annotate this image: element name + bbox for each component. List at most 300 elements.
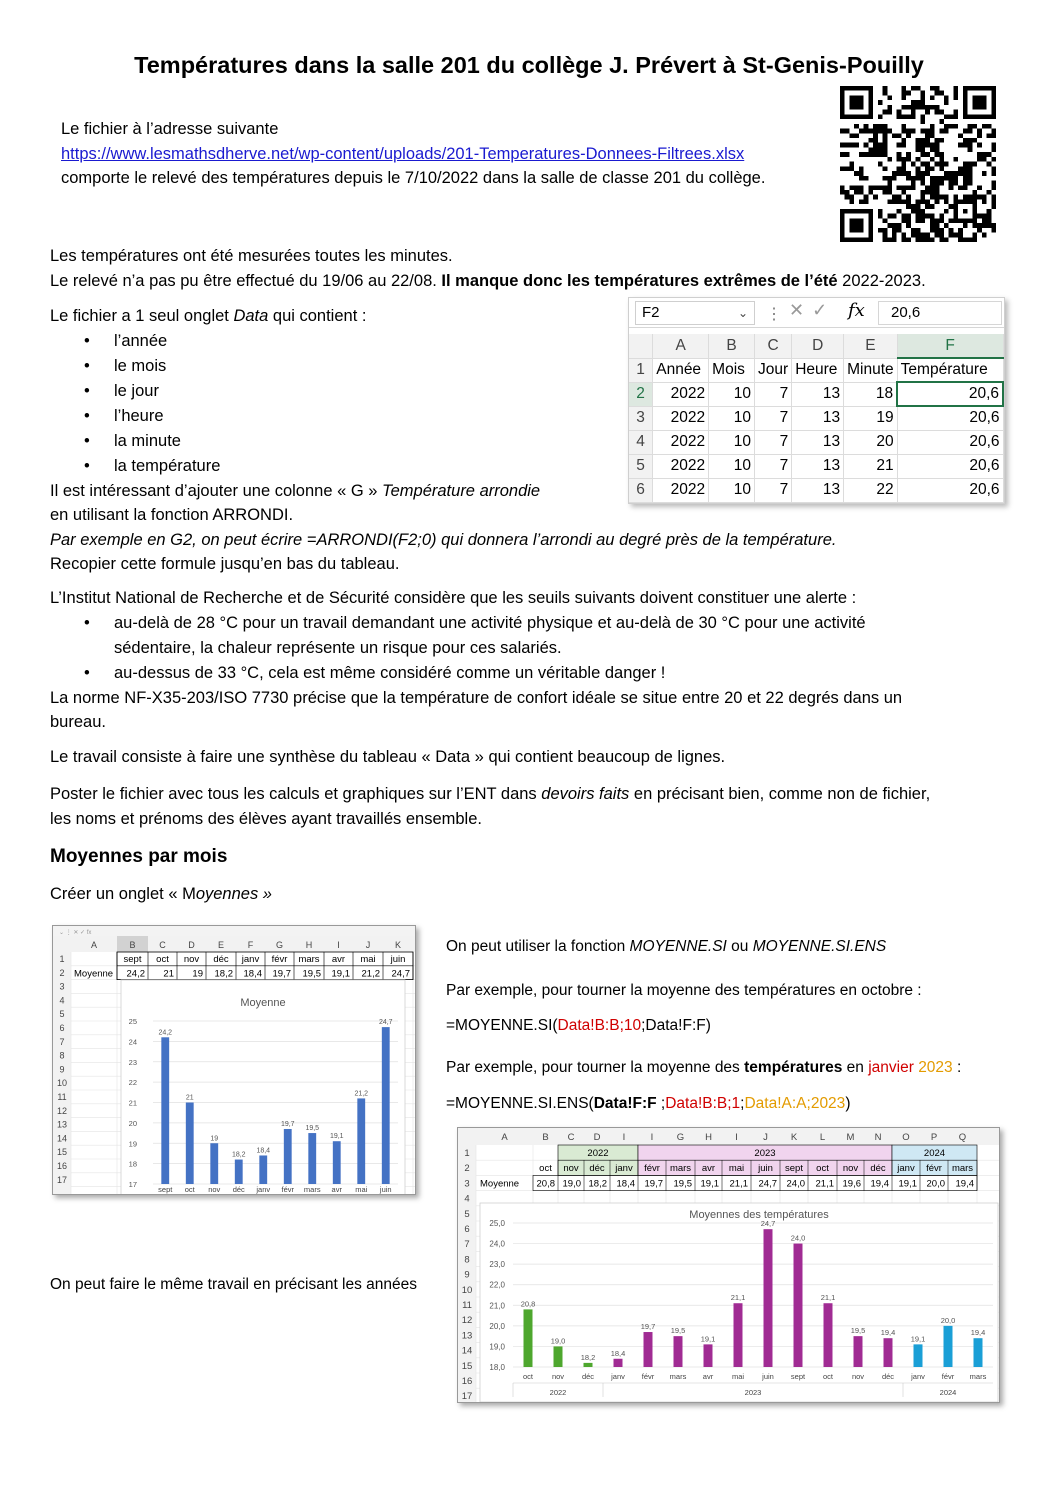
- x-tick-label: avr: [702, 1372, 714, 1381]
- formula-input[interactable]: 20,6: [878, 301, 1002, 325]
- data-cell[interactable]: 13: [792, 382, 844, 406]
- row-header: 11: [57, 1092, 67, 1102]
- bar-value-label: 18,4: [256, 1147, 271, 1155]
- data-cell[interactable]: 10: [709, 478, 755, 502]
- data-cell[interactable]: 2022: [653, 430, 709, 454]
- month-header: avr: [701, 1163, 716, 1175]
- row-header: 8: [464, 1254, 470, 1266]
- y-tick-label: 18,0: [489, 1363, 505, 1372]
- file-link[interactable]: https://www.lesmathsdherve.net/wp-content/uploads/201-Temperatures-Donnees-Filtrees.xlsx: [61, 144, 745, 163]
- data-cell[interactable]: 7: [755, 454, 792, 478]
- chart-bar: [974, 1338, 983, 1367]
- formula-1: [446, 1015, 711, 1037]
- add-column-text: Il est intéressant d’ajouter une colonne « G »: [50, 481, 383, 500]
- x-tick-label: févr: [281, 1185, 295, 1194]
- month-header: mai: [728, 1163, 745, 1175]
- formula-intro-text: On peut utiliser la fonction: [446, 938, 630, 955]
- page-title: Températures dans la salle 201 du collège J. Prévert à St-Genis-Pouilly: [134, 52, 924, 78]
- x-tick-label: oct: [184, 1185, 195, 1194]
- row-header[interactable]: 4: [629, 430, 653, 454]
- chart-bar: [584, 1363, 593, 1367]
- column-header: I: [337, 940, 340, 950]
- column-item: • le jour: [50, 379, 930, 404]
- x-tick-label: mars: [669, 1372, 687, 1381]
- row-header: 7: [59, 1036, 65, 1047]
- row-header: 15: [461, 1360, 473, 1372]
- data-cell[interactable]: 20,6: [897, 382, 1003, 406]
- data-cell[interactable]: 2022: [653, 406, 709, 430]
- bar-value-label: 24,7: [378, 1019, 393, 1027]
- row-header: 5: [464, 1208, 470, 1220]
- formula-2-crit1: Data!B:B;1: [665, 1095, 741, 1112]
- data-cell[interactable]: 7: [755, 478, 792, 502]
- row-header: 16: [56, 1161, 68, 1171]
- chart-bar: [614, 1359, 623, 1367]
- header-cell[interactable]: Mois: [709, 358, 755, 382]
- group-label: 2024: [939, 1388, 957, 1397]
- row-header: 1: [59, 954, 65, 964]
- row-header: 12: [56, 1105, 68, 1116]
- bar-value-label: 19,4: [880, 1328, 896, 1338]
- onglet-name: Data: [233, 307, 269, 325]
- row-header: 11: [462, 1300, 472, 1311]
- data-cell[interactable]: 22: [844, 478, 898, 502]
- x-tick-label: oct: [822, 1372, 834, 1381]
- formula-1-start: =MOYENNE.SI(: [446, 1017, 558, 1034]
- formula-or: ou: [726, 938, 753, 955]
- column-header: B: [542, 1132, 549, 1143]
- bar-value-label: 19,5: [305, 1125, 320, 1133]
- formula-2-sep2: ;: [740, 1095, 745, 1112]
- data-cell[interactable]: 10: [709, 430, 755, 454]
- column-header: G: [275, 940, 284, 950]
- y-tick-label: 18: [128, 1159, 137, 1169]
- travail-line: Le travail consiste à faire une synthèse du tableau « Data » qui contient beaucoup de lignes.: [50, 748, 726, 766]
- inrs-intro: L’Institut National de Recherche et de Sécurité considère que les seuils suivants doivent constituer une alerte :: [50, 589, 857, 607]
- chart-bar: [524, 1309, 533, 1367]
- row-header: 6: [59, 1023, 65, 1033]
- yearly-average-sheet: [458, 1128, 1000, 1403]
- threshold-text: au-delà de 28 °C pour un travail demandant une activité physique et au-delà de 30 °C pour une activité: [114, 613, 866, 632]
- x-tick-label: juin: [762, 1372, 774, 1381]
- bar-value-label: 24,0: [790, 1233, 806, 1243]
- year-header: 2022: [587, 1148, 609, 1159]
- x-tick-label: janv: [911, 1372, 925, 1381]
- poster-block: [50, 782, 1010, 831]
- function-icon[interactable]: fx: [848, 300, 865, 321]
- column-header[interactable]: E: [844, 334, 898, 358]
- row-header: 8: [59, 1050, 65, 1061]
- column-item: • le mois: [50, 354, 930, 379]
- y-tick-label: 19,0: [489, 1342, 505, 1352]
- month-header: janv: [241, 954, 260, 965]
- threshold-item: • au-dessus de 33 °C, cela est même considéré comme un véritable danger !: [50, 661, 1010, 686]
- copy-line: Recopier cette formule jusqu’en bas du tableau.: [50, 555, 400, 573]
- row-header: 9: [464, 1269, 470, 1281]
- excel-data-screenshot: [628, 297, 1005, 504]
- row-header[interactable]: 2: [629, 382, 653, 406]
- onglet-moyennes: oyennes »: [195, 885, 272, 903]
- column-header: K: [790, 1132, 798, 1143]
- arrondi-line: en utilisant la fonction ARRONDI.: [50, 506, 294, 524]
- row-header: 10: [461, 1284, 473, 1296]
- row-header: 14: [461, 1345, 473, 1357]
- month-header: nov: [842, 1163, 859, 1175]
- column-item: • la température: [50, 454, 930, 479]
- row-header: 17: [56, 1174, 68, 1185]
- row-header[interactable]: 3: [629, 406, 653, 430]
- bar-value-label: 19,1: [329, 1133, 344, 1141]
- month-header: mai: [360, 954, 376, 965]
- column-item: • l’année: [50, 329, 930, 354]
- poster-line: [50, 782, 1010, 807]
- onglet-intro-end: qui contient :: [268, 307, 367, 325]
- bar-value-label: 24,2: [158, 1029, 173, 1037]
- column-header: I: [650, 1132, 654, 1143]
- data-cell[interactable]: 10: [709, 382, 755, 406]
- column-header[interactable]: C: [755, 334, 792, 358]
- data-cell[interactable]: 13: [792, 454, 844, 478]
- data-cell[interactable]: 7: [755, 382, 792, 406]
- data-cell[interactable]: 13: [792, 478, 844, 502]
- month-header: nov: [183, 954, 200, 965]
- bar-value-label: 21: [185, 1094, 194, 1102]
- header-cell[interactable]: Heure: [792, 358, 844, 382]
- row-header: 15: [56, 1147, 68, 1158]
- name-box[interactable]: [635, 301, 755, 325]
- column-header: C: [159, 940, 166, 950]
- row-header: 3: [59, 981, 65, 992]
- header-cell[interactable]: Minute: [844, 358, 898, 382]
- data-cell[interactable]: 2022: [653, 382, 709, 406]
- column-header[interactable]: D: [792, 334, 844, 358]
- intro-block: [61, 117, 831, 191]
- same-work-line: On peut faire le même travail en précisant les années: [50, 1276, 418, 1293]
- x-tick-label: janv: [256, 1185, 271, 1194]
- column-header: H: [305, 940, 313, 950]
- norme-line: La norme NF-X35-203/ISO 7730 précise que la température de confort idéale se situe entre 20 et 22 degrés dans un: [50, 688, 903, 707]
- poster-line-2: les noms et prénoms des élèves ayant travaillés ensemble.: [50, 809, 482, 828]
- month-header: juin: [390, 954, 406, 965]
- bar-value-label: 21,1: [820, 1293, 836, 1303]
- y-tick-label: 21,0: [489, 1301, 505, 1311]
- bar-value-label: 20,0: [940, 1315, 956, 1325]
- row-header: 4: [464, 1193, 470, 1205]
- average-cell: 19,5: [302, 968, 321, 980]
- cancel-confirm-icons[interactable]: ✕✓: [789, 300, 836, 320]
- missing-data-line: [50, 269, 1010, 294]
- row-header: 13: [461, 1330, 473, 1342]
- average-cell: 24,7: [758, 1178, 777, 1190]
- chevron-down-icon[interactable]: ⌄: [737, 306, 748, 320]
- bar-value-label: 19,1: [700, 1334, 716, 1344]
- intro-description: comporte le relevé des températures depuis le 7/10/2022 dans la salle de classe 201 du collège.: [61, 169, 766, 187]
- data-cell[interactable]: 13: [792, 430, 844, 454]
- group-label: 2022: [549, 1388, 567, 1397]
- y-tick-label: 22,0: [489, 1280, 505, 1290]
- row-header: 12: [461, 1315, 473, 1327]
- month-header: févr: [926, 1163, 942, 1175]
- monthly-average-sheet: [53, 926, 416, 1195]
- example-2-text: Par exemple, pour tourner la moyenne des: [446, 1059, 745, 1076]
- data-cell[interactable]: 20: [844, 430, 898, 454]
- bar-value-label: 19: [210, 1135, 219, 1143]
- inrs-block: [50, 586, 1010, 735]
- year-header: 2024: [923, 1148, 946, 1159]
- formula-bar: [629, 298, 1004, 328]
- month-header: juin: [758, 1163, 773, 1175]
- bar-value-label: 21,1: [730, 1293, 746, 1303]
- example-2-colon: :: [952, 1059, 962, 1076]
- bar-value-label: 21,2: [354, 1090, 369, 1098]
- formula-2-sep: ;: [656, 1095, 666, 1112]
- row-header: 4: [59, 995, 65, 1006]
- row-header[interactable]: 6: [629, 478, 653, 502]
- data-cell[interactable]: 18: [844, 382, 898, 406]
- x-tick-label: déc: [581, 1372, 595, 1381]
- bar-value-label: 19,5: [850, 1326, 866, 1336]
- average-cell: 21,1: [815, 1178, 834, 1190]
- row-header: 17: [461, 1391, 473, 1403]
- norme-line-2: bureau.: [50, 713, 106, 731]
- bar-value-label: 19,0: [550, 1336, 566, 1346]
- chart-bar: [674, 1336, 683, 1367]
- month-header: oct: [539, 1163, 552, 1175]
- x-tick-label: juin: [379, 1185, 392, 1194]
- formula-1-end: ;Data!F:F): [641, 1017, 711, 1034]
- row-header: 1: [464, 1148, 470, 1159]
- x-tick-label: déc: [232, 1185, 245, 1194]
- column-item: • la minute: [50, 429, 930, 454]
- column-header: P: [930, 1132, 938, 1143]
- month-header: déc: [213, 954, 229, 965]
- column-header: B: [129, 940, 136, 950]
- example-2-year: 2023: [918, 1059, 953, 1076]
- group-label: 2023: [744, 1388, 762, 1397]
- average-cell: 18,2: [588, 1178, 607, 1190]
- column-header: M: [846, 1132, 855, 1143]
- average-cell: 18,4: [616, 1178, 635, 1190]
- formula-intro: [446, 936, 886, 958]
- chart-bar: [944, 1326, 953, 1367]
- column-header: C: [567, 1132, 575, 1143]
- row-header: 7: [464, 1239, 470, 1251]
- missing-years: 2022-2023.: [837, 271, 926, 290]
- month-header: déc: [589, 1163, 605, 1175]
- data-cell[interactable]: 2022: [653, 478, 709, 502]
- chart-bar: [284, 1129, 292, 1184]
- data-cell[interactable]: 10: [709, 406, 755, 430]
- bar-value-label: 18,4: [610, 1348, 626, 1358]
- chart-bar: [382, 1027, 390, 1184]
- year-header: 2023: [754, 1148, 776, 1159]
- bar-value-label: 19,5: [670, 1326, 686, 1336]
- average-cell: 19,7: [644, 1178, 663, 1190]
- chart-bar: [734, 1303, 743, 1367]
- poster-text: Poster le fichier avec tous les calculs et graphiques sur l’ENT dans: [50, 785, 542, 803]
- missing-period: Le relevé n’a pas pu être effectué du 19/06 au 22/08.: [50, 271, 442, 290]
- name-box-value: F2: [642, 304, 660, 321]
- data-cell[interactable]: 2022: [653, 454, 709, 478]
- data-cell[interactable]: 10: [709, 454, 755, 478]
- data-cell[interactable]: 13: [792, 406, 844, 430]
- chart-title: Moyennes des températures: [689, 1209, 829, 1221]
- data-cell[interactable]: 7: [755, 430, 792, 454]
- month-header: nov: [563, 1163, 579, 1175]
- row-header: 3: [464, 1178, 470, 1190]
- row-header: 6: [464, 1224, 470, 1235]
- y-tick-label: 25: [128, 1017, 137, 1026]
- devoirs-faits: devoirs faits: [541, 785, 630, 803]
- column-header-bar: [53, 936, 416, 952]
- example-2: [446, 1057, 961, 1079]
- x-tick-label: mars: [969, 1372, 987, 1381]
- data-cell[interactable]: 20,6: [897, 454, 1003, 478]
- chart-bar: [914, 1344, 923, 1367]
- formula-2-range: Data!F:F: [593, 1095, 657, 1112]
- chart-bar: [704, 1344, 713, 1367]
- average-cell: 19: [192, 968, 203, 980]
- average-cell: 24,2: [126, 968, 145, 980]
- average-cell: 18,2: [214, 968, 233, 980]
- data-cell[interactable]: 20,6: [897, 430, 1003, 454]
- column-header[interactable]: B: [709, 334, 755, 358]
- header-cell[interactable]: Température: [897, 358, 1003, 382]
- month-header: mars: [669, 1163, 692, 1175]
- data-cell[interactable]: 20,6: [897, 406, 1003, 430]
- column-header: E: [217, 940, 225, 950]
- chart-bar: [308, 1133, 316, 1184]
- y-tick-label: 19: [128, 1139, 137, 1149]
- row-header: 2: [464, 1163, 470, 1175]
- threshold-text-2: sédentaire, la chaleur représente un risque pour ces salariés.: [114, 638, 562, 657]
- bar-value-label: 18,2: [231, 1151, 246, 1159]
- column-header: A: [501, 1132, 508, 1143]
- month-header: oct: [156, 954, 169, 965]
- chart-bar: [644, 1332, 653, 1367]
- poster-text-2: en précisant bien, comme non de fichier,: [629, 785, 931, 803]
- measures-line: Les températures ont été mesurées toutes les minutes.: [50, 247, 453, 265]
- data-cell[interactable]: 20,6: [897, 478, 1003, 502]
- formula-2: [446, 1093, 850, 1115]
- example-2-temp: températures: [744, 1059, 843, 1076]
- example-line: Par exemple en G2, on peut écrire =ARRONDI(F2;0) qui donnera l’arrondi au degré près de la température.: [50, 530, 837, 549]
- y-tick-label: 23: [128, 1057, 137, 1067]
- average-cell: 19,1: [331, 968, 350, 980]
- month-header: avr: [331, 954, 346, 965]
- creer-text: Créer un onglet « M: [50, 885, 196, 903]
- y-tick-label: 20,0: [489, 1321, 505, 1331]
- column-name: Température arrondie: [382, 481, 541, 500]
- x-tick-label: déc: [881, 1372, 895, 1381]
- formula-bar-strip: [53, 926, 416, 936]
- data-cell[interactable]: 7: [755, 406, 792, 430]
- yearly-average-screenshot: [457, 1127, 1000, 1403]
- column-header: L: [819, 1132, 826, 1143]
- average-cell: 19,0: [562, 1178, 581, 1190]
- x-tick-label: mars: [303, 1185, 321, 1194]
- x-tick-label: avr: [331, 1185, 342, 1194]
- formula-2-end: ): [845, 1095, 851, 1112]
- intro-line: Le fichier à l’adresse suivante: [61, 120, 279, 138]
- row-header: 16: [461, 1376, 473, 1387]
- chart-bar: [333, 1141, 341, 1184]
- bar-value-label: 19,4: [970, 1328, 986, 1338]
- column-header: J: [365, 940, 371, 950]
- y-tick-label: 23,0: [489, 1260, 505, 1270]
- chart-bar: [554, 1346, 563, 1367]
- chart-bar: [854, 1336, 863, 1367]
- formula-2-crit2: Data!A:A;2023: [744, 1095, 846, 1112]
- onglet-intro-text: Le fichier a 1 seul onglet: [50, 307, 234, 325]
- x-tick-label: janv: [611, 1372, 625, 1381]
- chart-bar: [357, 1098, 365, 1184]
- y-tick-label: 24: [128, 1037, 137, 1047]
- chart-bar: [259, 1155, 267, 1184]
- chart-bar: [794, 1244, 803, 1367]
- month-header: févr: [271, 954, 288, 965]
- row-header[interactable]: 1: [629, 358, 653, 382]
- row-header: 10: [56, 1078, 68, 1089]
- bar-value-label: 20,8: [520, 1299, 536, 1309]
- example-2-en: en: [842, 1059, 869, 1076]
- chart-bar: [235, 1160, 243, 1184]
- x-tick-label: févr: [941, 1372, 955, 1381]
- header-cell[interactable]: Jour: [755, 358, 792, 382]
- row-header: 13: [56, 1119, 68, 1130]
- month-header: mars: [298, 954, 320, 965]
- column-header: O: [902, 1132, 910, 1143]
- column-header-bar: [458, 1128, 1000, 1145]
- x-tick-label: nov: [208, 1185, 221, 1194]
- x-tick-label: sept: [158, 1185, 173, 1194]
- average-cell: 21,1: [729, 1178, 748, 1190]
- row-header[interactable]: 5: [629, 454, 653, 478]
- y-tick-label: 24,0: [489, 1239, 505, 1249]
- formula-2-start: =MOYENNE.SI.ENS(: [446, 1095, 594, 1112]
- data-cell[interactable]: 21: [844, 454, 898, 478]
- x-tick-label: oct: [522, 1372, 534, 1381]
- bar-value-label: 24,7: [760, 1219, 776, 1229]
- column-header[interactable]: F: [897, 334, 1003, 358]
- row-header: 14: [56, 1133, 68, 1144]
- average-cell: 20,8: [536, 1178, 555, 1190]
- column-header: N: [874, 1132, 882, 1143]
- data-cell[interactable]: 19: [844, 406, 898, 430]
- average-cell: 19,1: [898, 1178, 917, 1190]
- row-header: 5: [59, 1009, 65, 1020]
- column-item: • l’heure: [50, 404, 930, 429]
- y-tick-label: 22: [128, 1078, 137, 1088]
- average-cell: 19,4: [955, 1178, 974, 1190]
- y-tick-label: 25,0: [489, 1219, 505, 1228]
- threshold-list: [50, 611, 1010, 686]
- chart-bar: [824, 1303, 833, 1367]
- bar-value-label: 19,1: [910, 1334, 926, 1344]
- chart-bar: [884, 1338, 893, 1367]
- data-grid: [629, 334, 1004, 503]
- header-cell[interactable]: Année: [653, 358, 709, 382]
- column-header[interactable]: A: [653, 334, 709, 358]
- column-header: Q: [958, 1132, 967, 1143]
- column-header: A: [90, 940, 98, 950]
- column-header: G: [676, 1132, 685, 1143]
- monthly-average-screenshot: [52, 925, 416, 1195]
- average-cell: 19,6: [842, 1178, 861, 1190]
- average-cell: 19,7: [272, 968, 291, 980]
- corner-cell[interactable]: [629, 334, 653, 358]
- average-cell: 21,2: [361, 968, 380, 980]
